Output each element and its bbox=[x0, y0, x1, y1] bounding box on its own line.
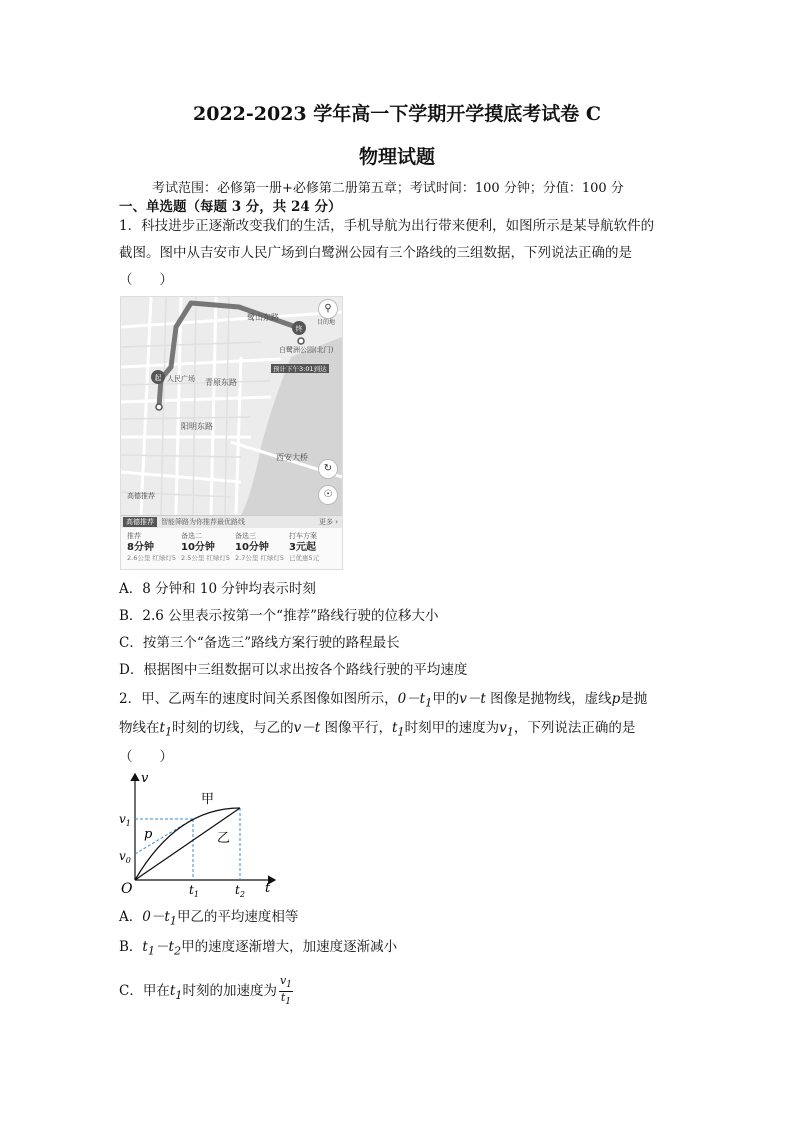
road-label: 西安大桥 bbox=[276, 453, 308, 462]
q1-option-d: D．根据图中三组数据可以求出按各个路线行驶的平均速度 bbox=[119, 662, 468, 678]
search-label: 目的地 bbox=[317, 319, 336, 326]
q1-line1: 1．科技进步正逐渐改变我们的生活，手机导航为出行带来便利，如图所示是某导航软件的 bbox=[119, 218, 655, 234]
road-label: 鹭山东路 bbox=[247, 313, 279, 322]
route-label: 备选三 bbox=[235, 532, 256, 540]
q1-bracket: （ ） bbox=[119, 272, 173, 288]
fraction: $\frac{v_1}{t_1}$ bbox=[279, 974, 292, 1008]
v0-label: $v_0$ bbox=[119, 849, 131, 865]
panel-hint: 智能筛路为你推荐最优路线 bbox=[161, 518, 245, 526]
q1-option-a: A．8 分钟和 10 分钟均表示时刻 bbox=[119, 581, 316, 597]
route-time: 10分钟 bbox=[181, 542, 215, 553]
nav-recommend-label: 高德推荐 bbox=[127, 492, 155, 500]
route-label: 推荐 bbox=[127, 532, 141, 540]
destination-label: 白鹭洲公园(北门) bbox=[279, 346, 334, 354]
q2-bracket: （ ） bbox=[119, 749, 173, 765]
route-time: 10分钟 bbox=[235, 542, 269, 553]
locate-icon[interactable]: ☉ bbox=[318, 485, 338, 505]
route-option[interactable] bbox=[181, 532, 233, 563]
route-label: 备选二 bbox=[181, 532, 202, 540]
start-label: 人民广场 bbox=[167, 375, 195, 383]
q1-line2: 截图。图中从吉安市人民广场到白鹭洲公园有三个路线的三组数据，下列说法正确的是 bbox=[119, 245, 632, 261]
route-time: 3元起 bbox=[289, 542, 316, 553]
route-detail: 已优惠5元 bbox=[289, 554, 320, 562]
search-icon[interactable]: ⚲ bbox=[318, 299, 338, 319]
route-time: 8分钟 bbox=[127, 542, 154, 553]
navigation-map bbox=[120, 296, 343, 570]
y-axis-label: v bbox=[141, 771, 149, 786]
more-routes-button[interactable]: 更多 › bbox=[318, 518, 338, 526]
t1-label: $t_1$ bbox=[189, 883, 199, 899]
exam-title: 2022-2023 学年高一下学期开学摸底考试卷 C bbox=[193, 103, 601, 125]
route-option[interactable] bbox=[235, 532, 287, 563]
map-roads bbox=[121, 297, 342, 515]
route-panel-header bbox=[121, 516, 342, 528]
vt-graph bbox=[115, 770, 285, 900]
route-detail: 2.7公里 红绿灯5 bbox=[235, 554, 285, 562]
yi-label: 乙 bbox=[217, 831, 231, 846]
panel-tag: 高德推荐 bbox=[123, 517, 157, 527]
t2-label: $t_2$ bbox=[235, 883, 245, 899]
svg-text:起: 起 bbox=[154, 374, 162, 382]
origin-label: O bbox=[121, 881, 133, 897]
road-label: 青原东路 bbox=[205, 378, 237, 387]
subject-title: 物理试题 bbox=[358, 146, 435, 168]
route-label: 打车方案 bbox=[289, 532, 317, 540]
route-option[interactable] bbox=[127, 532, 179, 563]
q2-option-c: C．甲在$t_1$时刻的加速度为 $\frac{v_1}{t_1}$ bbox=[119, 974, 292, 1008]
q2-option-a: A．$0-t_1$甲乙的平均速度相等 bbox=[119, 909, 299, 928]
route-detail: 2.5公里 红绿灯5 bbox=[181, 554, 231, 562]
section-heading: 一、单选题（每题 3 分，共 24 分） bbox=[119, 199, 342, 215]
q2-option-b: B．$t_1-t_2$甲的速度逐渐增大，加速度逐渐减小 bbox=[119, 939, 398, 958]
route-option[interactable] bbox=[289, 532, 341, 563]
p-label: p bbox=[144, 827, 153, 842]
refresh-icon[interactable]: ↻ bbox=[318, 459, 338, 479]
exam-info: 考试范围：必修第一册+必修第二册第五章；考试时间：100 分钟；分值：100 分 bbox=[152, 181, 624, 196]
x-axis-label: t bbox=[265, 881, 271, 896]
arrive-time-label: 预计下午3:01到达 bbox=[273, 365, 327, 373]
q1-option-b: B．2.6 公里表示按第一个“推荐”路线行驶的位移大小 bbox=[119, 608, 439, 624]
route-panel bbox=[121, 515, 342, 570]
q2-line1: 2．甲、乙两车的速度时间关系图像如图所示，$0-t_1$甲的v－t 图像是抛物线，虚线p是抛 bbox=[119, 691, 648, 710]
jia-label: 甲 bbox=[201, 792, 215, 807]
svg-text:终: 终 bbox=[295, 325, 303, 333]
route-detail: 2.6公里 红绿灯5 bbox=[127, 554, 177, 562]
q1-option-c: C．按第三个“备选三”路线方案行驶的路程最长 bbox=[119, 635, 400, 651]
road-label: 阳明东路 bbox=[181, 422, 213, 431]
q2-line2: 物线在$t_1$时刻的切线，与乙的v－t 图像平行，$t_1$时刻甲的速度为$v_1$，下列说法正确的是 bbox=[119, 720, 636, 739]
v1-label: $v_1$ bbox=[119, 812, 131, 828]
